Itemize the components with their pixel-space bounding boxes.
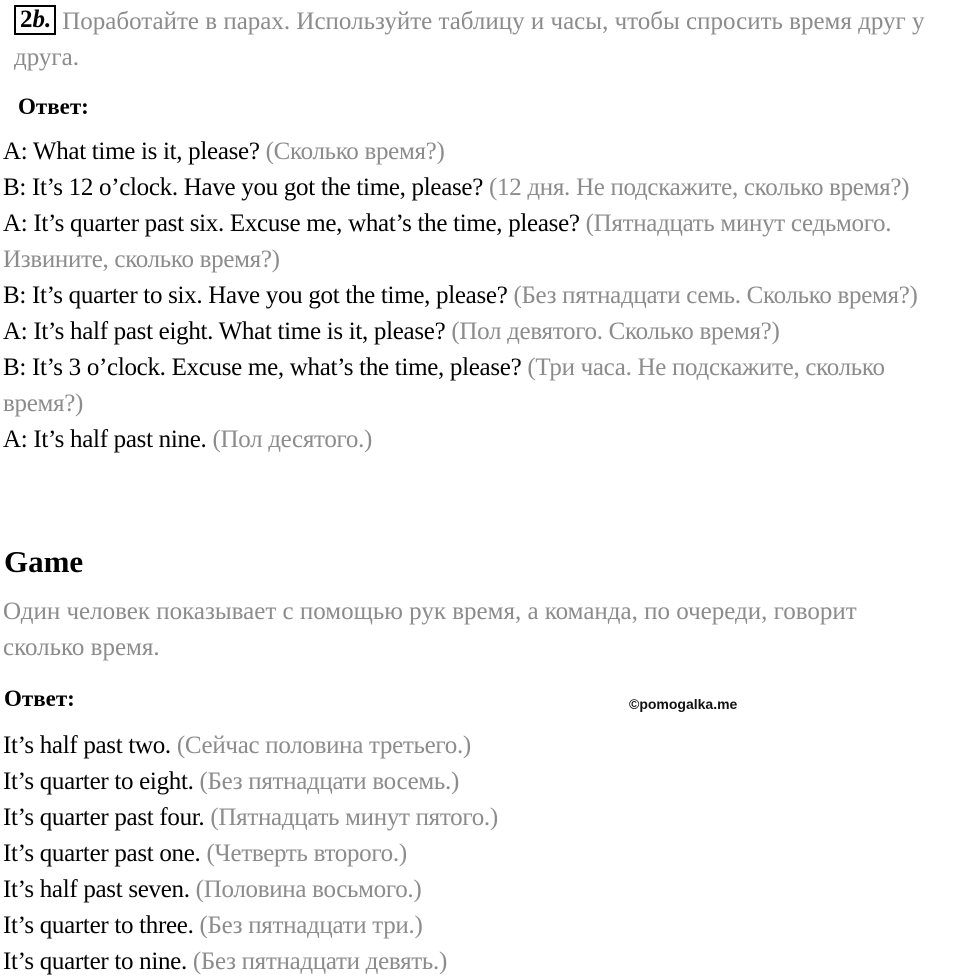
dialog-line-english: A: It’s half past eight. What time is it, please? (3, 318, 446, 345)
dialog-line-translation: (Сколько время?) (265, 138, 445, 165)
dialog-line (3, 206, 958, 278)
answer-line-translation: (Без пятнадцати три.) (199, 912, 423, 939)
answers-list (3, 728, 958, 980)
dialog-line (3, 278, 958, 314)
dialog-list (3, 134, 958, 458)
game-title: Game (4, 544, 84, 579)
answer-line (3, 944, 958, 980)
dialog-line-english: B: It’s 12 o’clock. Have you got the time, please? (3, 174, 484, 201)
dialog-line-translation: (12 дня. Не подскажите, сколько время?) (488, 174, 910, 201)
answer-line (3, 800, 958, 836)
dialog-line-translation: (Без пятнадцати семь. Сколько время?) (513, 282, 918, 309)
task-number: 2 (20, 6, 33, 33)
dialog-line-translation: (Пол десятого.) (212, 426, 373, 453)
answer-line-english: It’s quarter to nine. (3, 948, 187, 975)
dialog-line (3, 350, 958, 422)
dialog-line (3, 314, 958, 350)
answer-line-english: It’s quarter past four. (3, 804, 205, 831)
answer-line-english: It’s quarter to three. (3, 912, 194, 939)
dialog-line-translation: (Пятнадцать минут седьмого. Извините, сколько время?) (3, 210, 892, 273)
dialog-line-translation: (Три часа. Не подскажите, сколько время?) (3, 354, 885, 417)
dialog-line-english: A: It’s half past nine. (3, 426, 207, 453)
answer-line-translation: (Половина восьмого.) (195, 876, 422, 903)
dialog-line-translation: (Пол девятого. Сколько время?) (451, 318, 780, 345)
dialog-line-english: A: What time is it, please? (3, 138, 260, 165)
answer-line-english: It’s half past seven. (3, 876, 190, 903)
answer-line-english: It’s half past two. (3, 732, 171, 759)
answer-line (3, 872, 958, 908)
task-header (14, 4, 944, 76)
answer-line-translation: (Без пятнадцати восемь.) (199, 768, 459, 795)
answer-line-translation: (Четверть второго.) (206, 840, 407, 867)
answer-line (3, 836, 958, 872)
answer-line-translation: (Без пятнадцати девять.) (192, 948, 447, 975)
task-instruction: Поработайте в парах. Используйте таблицу и часы, чтобы спросить время друг у друга. (14, 8, 925, 71)
dialog-line (3, 134, 958, 170)
answer-line-english: It’s quarter past one. (3, 840, 201, 867)
dialog-line-english: B: It’s quarter to six. Have you got the time, please? (3, 282, 508, 309)
answer-line (3, 908, 958, 944)
dialog-line-english: A: It’s quarter past six. Excuse me, what’s the time, please? (3, 210, 580, 237)
answer-line-translation: (Пятнадцать минут пятого.) (210, 804, 498, 831)
answer-line-translation: (Сейчас половина третьего.) (176, 732, 471, 759)
dialog-line (3, 170, 958, 206)
watermark: ©pomogalka.me (629, 696, 738, 712)
task-letter: b. (32, 6, 52, 33)
answer-label: Ответ: (18, 94, 89, 119)
answer-line-english: It’s quarter to eight. (3, 768, 194, 795)
task-number-badge (14, 5, 56, 35)
answer-line (3, 764, 958, 800)
game-description: Один человек показывает с помощью рук время, а команда, по очереди, говорит сколько время. (3, 598, 857, 661)
dialog-line (3, 422, 958, 458)
answer-label-2: Ответ: (4, 686, 75, 711)
dialog-line-english: B: It’s 3 o’clock. Excuse me, what’s the time, please? (3, 354, 522, 381)
answer-line (3, 728, 958, 764)
